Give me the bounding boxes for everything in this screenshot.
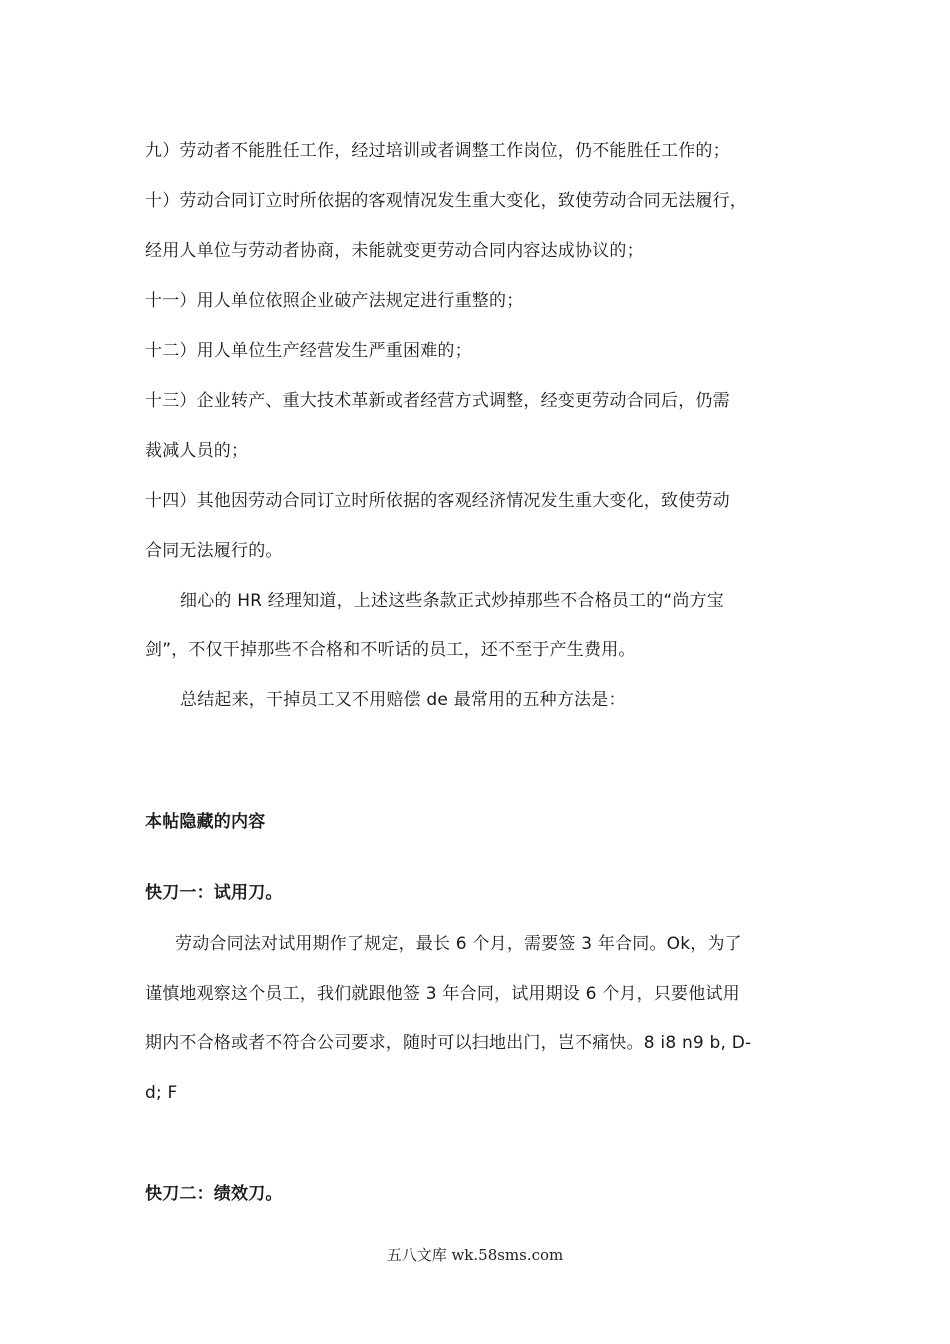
paragraph-line: 裁减人员的； <box>145 441 249 461</box>
paragraph-line: 十四）其他因劳动合同订立时所依据的客观经济情况发生重大变化，致使劳动 <box>145 491 730 511</box>
paragraph-line: 剑”，不仅干掉那些不合格和不听话的员工，还不至于产生费用。 <box>145 640 636 660</box>
paragraph-line: 细心的 HR 经理知道，上述这些条款正式炒掉那些不合格员工的“尚方宝 <box>180 591 725 611</box>
paragraph-line: 九）劳动者不能胜任工作，经过培训或者调整工作岗位，仍不能胜任工作的； <box>145 141 730 161</box>
paragraph-line: 谨慎地观察这个员工，我们就跟他签 3 年合同，试用期设 6 个月，只要他试用 <box>145 984 740 1004</box>
section-heading: 快刀一：试用刀。 <box>145 883 283 903</box>
paragraph-line: 劳动合同法对试用期作了规定，最长 6 个月，需要签 3 年合同。Ok，为了 <box>175 934 742 954</box>
footer-watermark: 五八文库 wk.58sms.com <box>386 1246 564 1264</box>
paragraph-line: 十）劳动合同订立时所依据的客观情况发生重大变化，致使劳动合同无法履行， <box>145 191 747 211</box>
section-heading: 快刀二：绩效刀。 <box>145 1184 283 1204</box>
paragraph-line: 期内不合格或者不符合公司要求，随时可以扫地出门，岂不痛快。8 i8 n9 b, D- <box>145 1033 752 1053</box>
paragraph-line: 经用人单位与劳动者协商，未能就变更劳动合同内容达成协议的； <box>145 241 644 261</box>
paragraph-line: 总结起来，干掉员工又不用赔偿 de 最常用的五种方法是： <box>180 690 626 710</box>
paragraph-line: d; F <box>145 1083 178 1103</box>
hidden-content-heading: 本帖隐藏的内容 <box>145 812 266 832</box>
paragraph-line: 十二）用人单位生产经营发生严重困难的； <box>145 341 472 361</box>
paragraph-line: 十三）企业转产、重大技术革新或者经营方式调整，经变更劳动合同后，仍需 <box>145 391 730 411</box>
paragraph-line: 合同无法履行的。 <box>145 541 283 561</box>
paragraph-line: 十一）用人单位依照企业破产法规定进行重整的； <box>145 291 524 311</box>
